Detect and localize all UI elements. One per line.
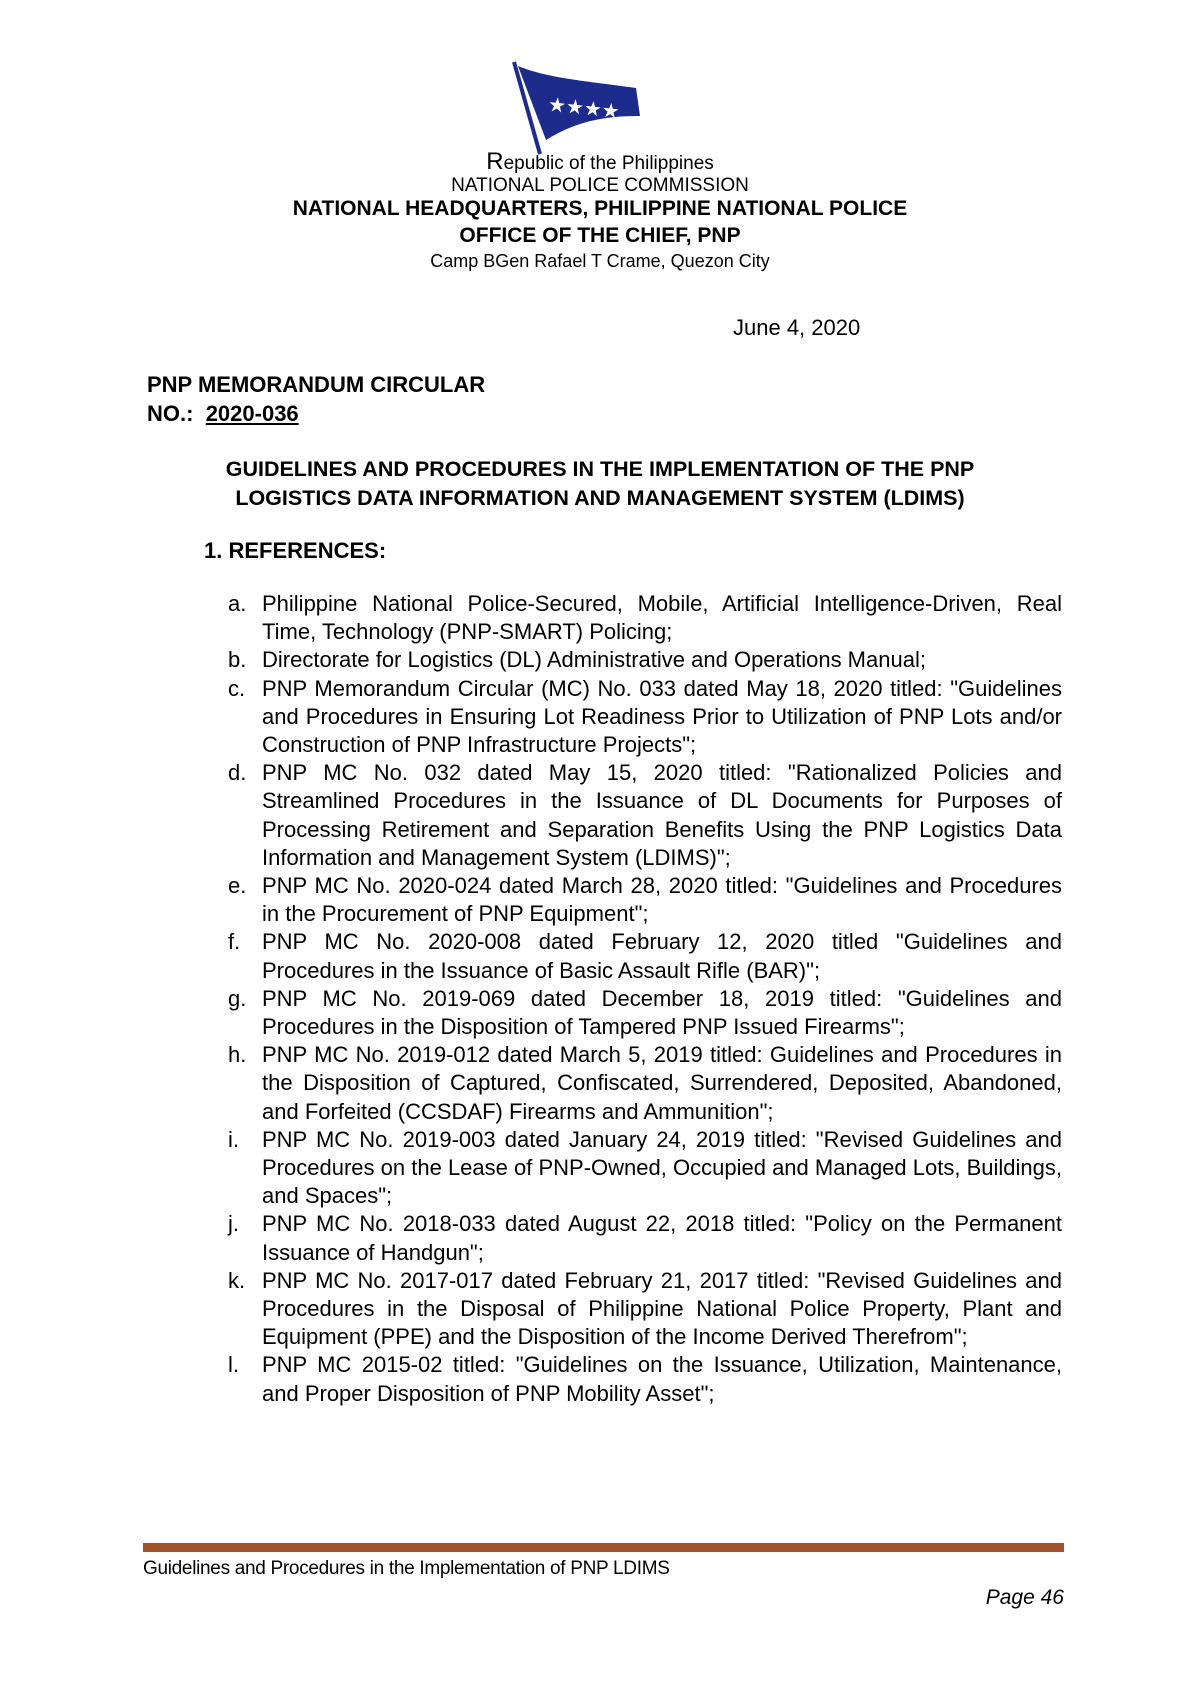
- reference-text: PNP MC No. 2019-012 dated March 5, 2019 titled: Guidelines and Procedures in the Disposition of Captured, Confiscated, Surrendered, Deposited, Abandoned, and Forfeited (CCSDAF) Firearms and Ammunition";: [262, 1042, 1062, 1124]
- reference-text: PNP MC No. 2019-069 dated December 18, 2019 titled: "Guidelines and Procedures in the Disposition of Tampered PNP Issued Firearms";: [262, 985, 1062, 1040]
- circular-number: [147, 399, 485, 428]
- republic-line: [0, 150, 1200, 174]
- reference-item: [228, 1126, 1062, 1211]
- reference-label: l.: [228, 1352, 239, 1378]
- reference-text: PNP MC No. 2020-008 dated February 12, 2020 titled "Guidelines and Procedures in the Issuance of Basic Assault Rifle (BAR)";: [262, 929, 1062, 983]
- reference-text: PNP MC No. 2019-003 dated January 24, 2019 titled: "Revised Guidelines and Procedures on the Lease of PNP-Owned, Occupied and Managed Lots, Buildings, and Spaces";: [262, 1126, 1062, 1209]
- reference-item: [228, 1041, 1062, 1126]
- reference-text: PNP MC No. 032 dated May 15, 2020 titled: "Rationalized Policies and Streamlined Procedures in the Issuance of DL Documents for Purposes of Processing Retirement and Separation Benefits Using the PNP Logistics Data Information and Management System (LDIMS)";: [262, 760, 1062, 870]
- reference-text: PNP MC No. 2018-033 dated August 22, 2018 titled: "Policy on the Permanent Issuance of Handgun";: [262, 1211, 1062, 1265]
- reference-label: f.: [228, 929, 241, 955]
- reference-label: a.: [228, 591, 247, 616]
- reference-item: [228, 590, 1062, 646]
- reference-item: [228, 928, 1062, 984]
- reference-label: e.: [228, 873, 247, 899]
- reference-item: [228, 1267, 1062, 1352]
- reference-text: PNP MC No. 2020-024 dated March 28, 2020 titled: "Guidelines and Procedures in the Procurement of PNP Equipment";: [262, 873, 1062, 927]
- document-title-line-1: GUIDELINES AND PROCEDURES IN THE IMPLEMENTATION OF THE PNP: [225, 457, 975, 481]
- circular-no-value: 2020-036: [205, 401, 299, 426]
- reference-label: g.: [228, 985, 247, 1011]
- office-line: OFFICE OF THE CHIEF, PNP: [459, 224, 741, 247]
- reference-label: i.: [228, 1126, 239, 1152]
- reference-item: [228, 1210, 1062, 1266]
- reference-item: [228, 985, 1062, 1041]
- reference-label: b.: [228, 647, 247, 673]
- camp-line: Camp BGen Rafael T Crame, Quezon City: [430, 251, 770, 271]
- pnp-flag-logo: [508, 58, 648, 156]
- circular-title: PNP MEMORANDUM CIRCULAR: [147, 372, 486, 397]
- footer-divider: [143, 1543, 1064, 1552]
- document-title: [150, 455, 1050, 513]
- reference-item: [228, 646, 1062, 674]
- reference-label: c.: [228, 675, 246, 701]
- nhq-line: NATIONAL HEADQUARTERS, PHILIPPINE NATIONAL POLICE: [292, 197, 908, 220]
- reference-text: PNP MC 2015-02 titled: "Guidelines on the Issuance, Utilization, Maintenance, and Proper Disposition of PNP Mobility Asset";: [262, 1352, 1062, 1406]
- page-number: Page 46: [985, 1586, 1064, 1609]
- document-date: June 4, 2020: [733, 315, 861, 340]
- reference-text: Directorate for Logistics (DL) Administrative and Operations Manual;: [262, 647, 926, 673]
- republic-initial: R: [486, 148, 504, 175]
- section-heading-references: 1. REFERENCES:: [204, 538, 387, 563]
- reference-text: PNP MC No. 2017-017 dated February 21, 2017 titled: "Revised Guidelines and Procedures in the Disposal of Philippine National Police Property, Plant and Equipment (PPE) and the Disposition of the Income Derived Therefrom";: [262, 1267, 1062, 1350]
- reference-item: [228, 675, 1062, 760]
- napolcom-line: NATIONAL POLICE COMMISSION: [451, 175, 749, 196]
- document-title-line-2: LOGISTICS DATA INFORMATION AND MANAGEMENT SYSTEM (LDIMS): [235, 486, 965, 510]
- republic-rest: epublic of the Philippines: [503, 153, 714, 174]
- reference-text: PNP Memorandum Circular (MC) No. 033 dated May 18, 2020 titled: "Guidelines and Procedures in Ensuring Lot Readiness Prior to Utilization of PNP Lots and/or Construction of PNP Infrastructure Projects";: [262, 675, 1062, 758]
- reference-label: d.: [228, 760, 247, 786]
- reference-item: [228, 872, 1062, 928]
- circular-no-label: NO.:: [147, 401, 194, 426]
- reference-item: [228, 759, 1062, 872]
- circular-heading: [147, 370, 485, 428]
- flag-stars: ★★★★: [547, 91, 621, 124]
- reference-label: h.: [228, 1042, 247, 1068]
- reference-item: [228, 1351, 1062, 1407]
- reference-text: Philippine National Police-Secured, Mobile, Artificial Intelligence-Driven, Real Time, Technology (PNP-SMART) Policing;: [262, 591, 1062, 645]
- references-list: [228, 590, 1062, 1408]
- footer-document-title: Guidelines and Procedures in the Implementation of PNP LDIMS: [143, 1558, 670, 1579]
- reference-label: j.: [228, 1211, 239, 1237]
- reference-label: k.: [228, 1267, 246, 1293]
